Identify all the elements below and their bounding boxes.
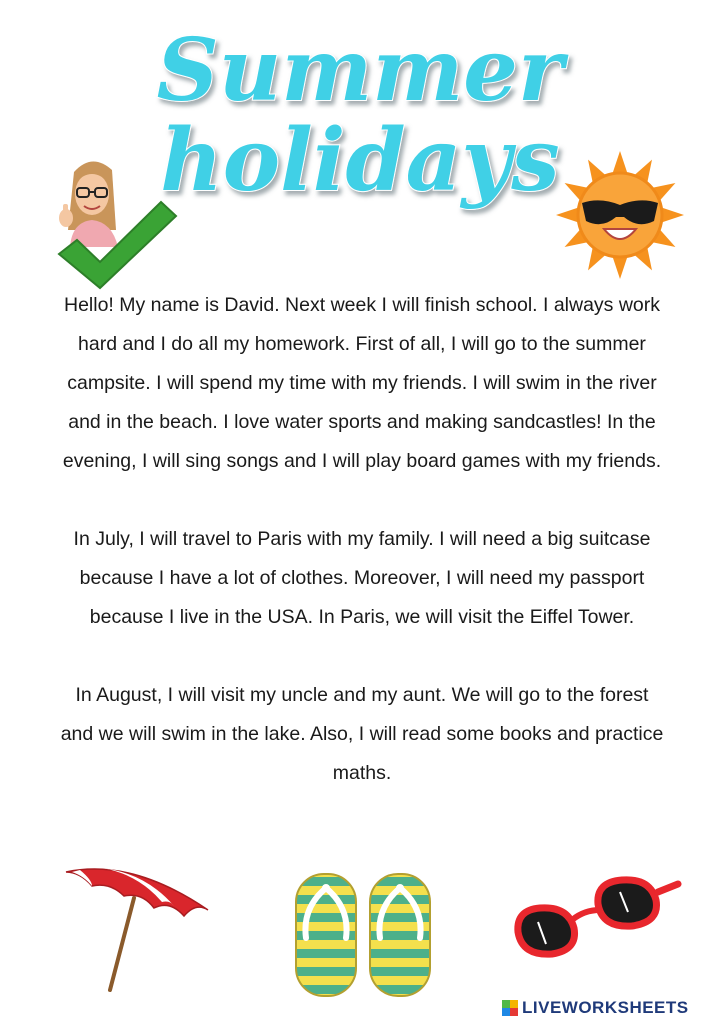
logo-mark-icon <box>502 1000 518 1016</box>
flip-flops-icon <box>292 868 434 1000</box>
title-wordart <box>120 18 600 218</box>
sun-with-sunglasses-icon <box>555 150 685 280</box>
paragraph-2: In July, I will travel to Paris with my family. I will need a big suitcase because I have a lot of clothes. Moreover, I will need my passport because I live in the USA. In Paris, we will visit the Eiffel Tower. <box>73 528 651 628</box>
page-title <box>120 18 600 218</box>
paragraph-3: In August, I will visit my uncle and my aunt. We will go to the forest and we will swim in the lake. Also, I will read some books and practice maths. <box>60 684 664 784</box>
story-text <box>60 286 664 793</box>
beach-umbrella-icon <box>62 864 212 994</box>
check-mark-icon <box>55 196 180 291</box>
title-line-2: holidays <box>160 110 560 211</box>
paragraph-1: Hello! My name is David. Next week I will finish school. I always work hard and I do all my homework. First of all, I will go to the summer campsite. I will spend my time with my friends. I will swim in the river and in the beach. I love water sports and making sandcastles! In the evening, I will sing songs and I will play board games with my friends. <box>62 294 662 472</box>
title-line-1: Summer <box>156 20 564 121</box>
liveworksheets-logo <box>502 996 722 1020</box>
sunglasses-icon <box>512 870 682 965</box>
logo-text: LIVEWORKSHEETS <box>522 998 689 1017</box>
